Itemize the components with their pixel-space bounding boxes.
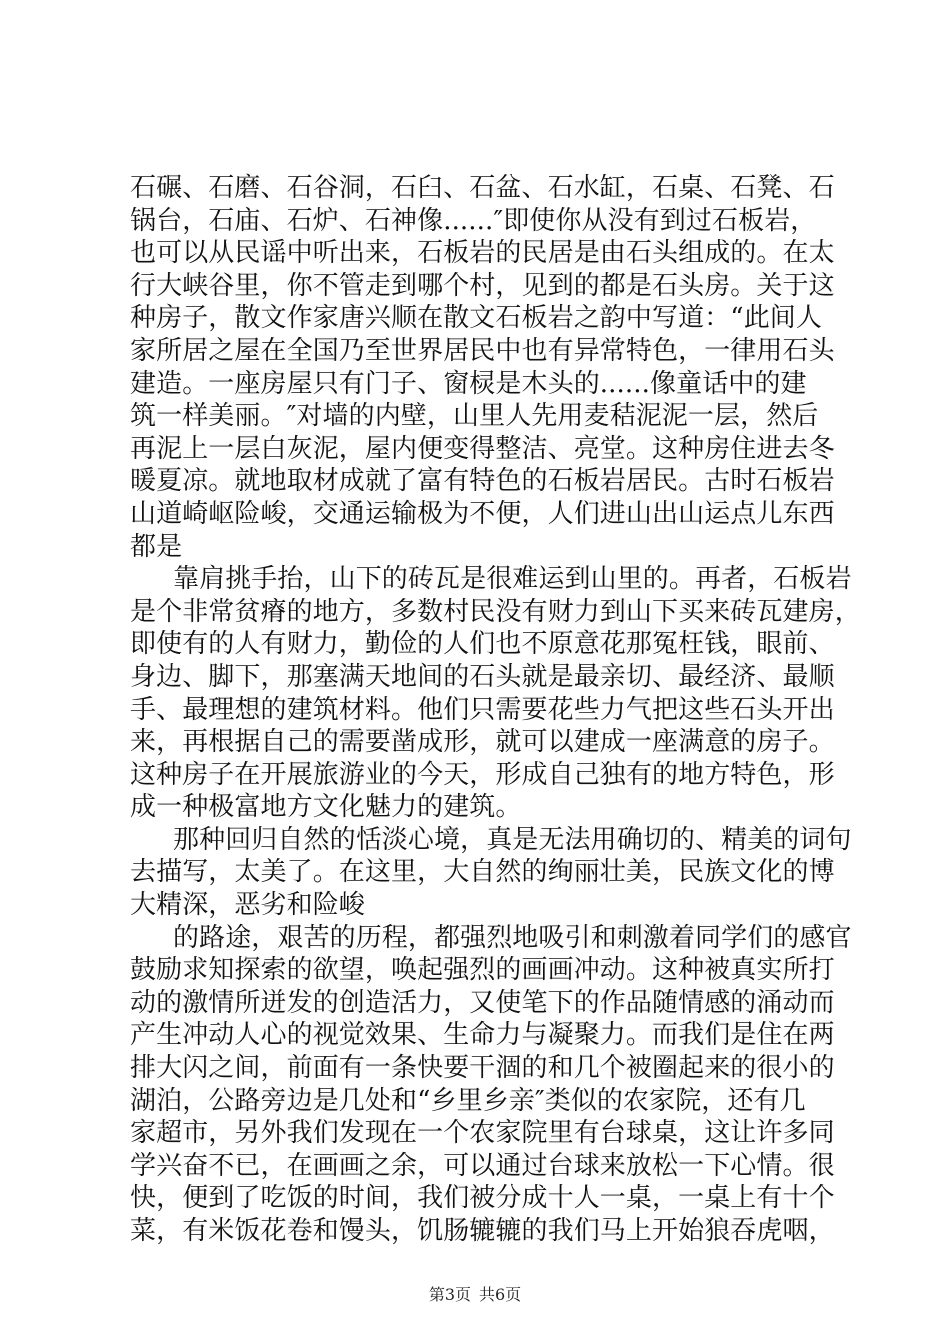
- text-line: 这种房子在开展旅游业的今天，形成自己独有的地方特色，形: [130, 759, 835, 790]
- text-line: 也可以从民谣中听出来，石板岩的民居是由石头组成的。在太: [130, 238, 835, 269]
- paragraph-first-line: 的路途，艰苦的历程，都强烈地吸引和刺激着同学们的感官: [173, 922, 852, 953]
- text-line: 身边、脚下，那塞满天地间的石头就是最亲切、最经济、最顺: [130, 661, 835, 692]
- text-line: 山道崎岖险峻，交通运输极为不便，人们进山出山运点儿东西: [130, 498, 835, 529]
- text-line: 家超市，另外我们发现在一个农家院里有台球桌，这让许多同: [130, 1118, 835, 1149]
- page-total: 共6页: [479, 1285, 522, 1304]
- text-line: 行大峡谷里，你不管走到哪个村，见到的都是石头房。关于这: [130, 270, 835, 301]
- page-number: 第3页: [428, 1285, 471, 1304]
- text-line: 学兴奋不已，在画画之余，可以通过台球来放松一下心情。很: [130, 1150, 835, 1181]
- text-line: 菜，有米饭花卷和馒头，饥肠辘辘的我们马上开始狼吞虎咽，: [130, 1216, 835, 1246]
- page-footer: [0, 1285, 950, 1305]
- text-line: 鼓励求知探索的欲望，唤起强烈的画画冲动。这种被真实所打: [130, 955, 835, 986]
- text-line: 家所居之屋在全国乃至世界居民中也有异常特色，一律用石头: [130, 335, 835, 366]
- text-line: 即使有的人有财力，勤俭的人们也不原意花那冤枉钱，眼前、: [130, 629, 835, 660]
- text-line: 大精深，恶劣和险峻: [130, 890, 365, 921]
- text-line: 动的激情所迸发的创造活力，又使笔下的作品随情感的涌动而: [130, 987, 835, 1018]
- paragraph-first-line: 那种回归自然的恬淡心境，真是无法用确切的、精美的词句: [173, 824, 852, 855]
- text-line: 暖夏凉。就地取材成就了富有特色的石板岩居民。古时石板岩: [130, 466, 835, 497]
- document-body: [130, 172, 861, 1248]
- text-line: 排大闪之间，前面有一条快要干涸的和几个被圈起来的很小的: [130, 1053, 835, 1084]
- text-line: 石碾、石磨、石谷洞，石臼、石盆、石水缸，石桌、石凳、石: [130, 173, 835, 203]
- text-line: 产生冲动人心的视觉效果、生命力与凝聚力。而我们是住在两: [130, 1020, 835, 1051]
- text-line: 是个非常贫瘠的地方，多数村民没有财力到山下买来砖瓦建房，: [130, 596, 861, 627]
- text-line: 再泥上一层白灰泥，屋内便变得整洁、亮堂。这种房住进去冬: [130, 433, 835, 464]
- text-line: 筑一样美丽。″对墙的内壁，山里人先用麦秸泥泥一层，然后: [130, 401, 819, 432]
- text-line: 来，再根据自己的需要凿成形，就可以建成一座满意的房子。: [130, 727, 835, 758]
- text-line: 手、最理想的建筑材料。他们只需要花些力气把这些石头开出: [130, 694, 835, 725]
- text-line: 湖泊，公路旁边是几处和“乡里乡亲″类似的农家院，还有几: [130, 1085, 806, 1116]
- text-line: 成一种极富地方文化魅力的建筑。: [130, 792, 522, 823]
- text-line: 去描写，太美了。在这里，大自然的绚丽壮美，民族文化的博: [130, 857, 835, 888]
- text-line: 快，便到了吃饭的时间，我们被分成十人一桌，一桌上有十个: [130, 1183, 835, 1214]
- text-line: 种房子，散文作家唐兴顺在散文石板岩之韵中写道：“此间人: [130, 303, 822, 334]
- text-line: 都是: [130, 531, 183, 562]
- text-line: 建造。一座房屋只有门子、窗棂是木头的......像童话中的建: [130, 368, 807, 399]
- paragraph-first-line: 靠肩挑手抬，山下的砖瓦是很难运到山里的。再者，石板岩: [173, 564, 852, 595]
- text-line: 锅台，石庙、石炉、石神像......″即使你从没有到过石板岩，: [130, 205, 817, 236]
